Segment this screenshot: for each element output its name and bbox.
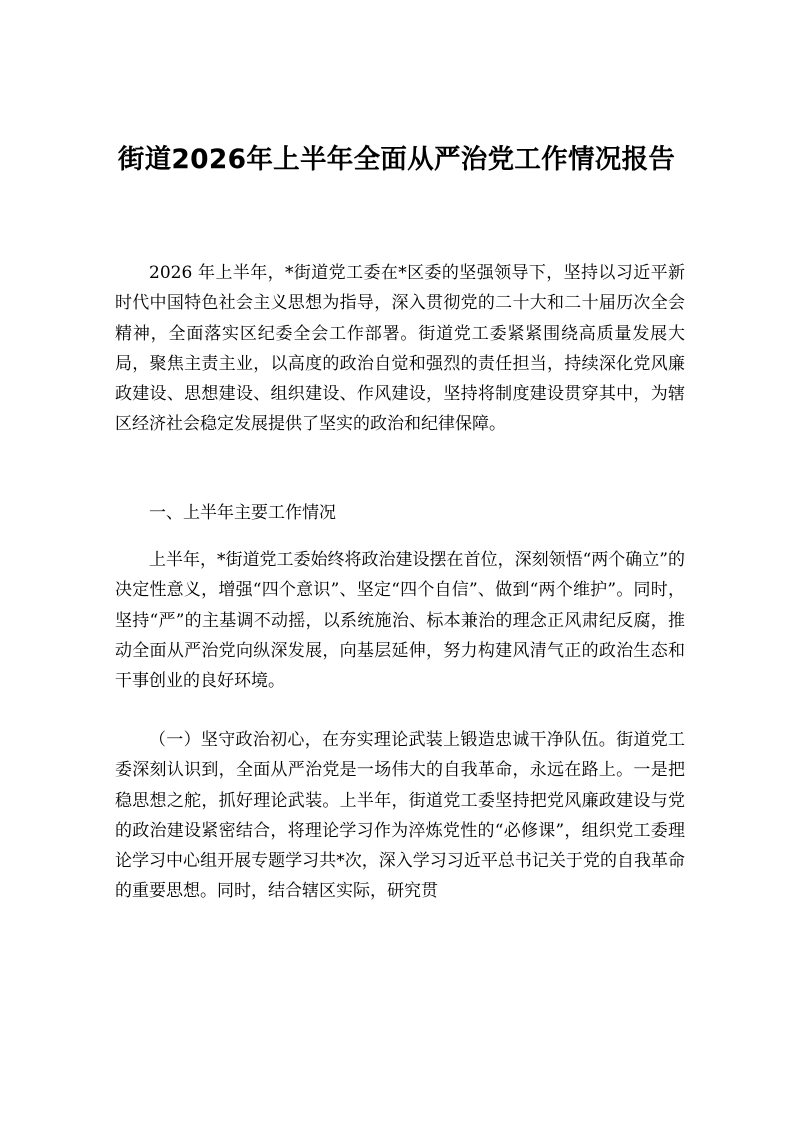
paragraph-intro: 2026 年上半年，*街道党工委在*区委的坚强领导下，坚持以习近平新时代中国特色社会主义思想为指导，深入贯彻党的二十大和二十届历次全会精神，全面落实区纪委全会工作部署。街道党工委紧紧围绕高质量发展大局，聚焦主责主业，以高度的政治自觉和强烈的责任担当，持续深化党风廉政建设、思想建设、组织建设、作风建设，坚持将制度建设贯穿其中，为辖区经济社会稳定发展提供了坚实的政治和纪律保障。 <box>115 263 685 435</box>
paragraph-overview: 上半年，*街道党工委始终将政治建设摆在首位，深刻领悟“两个确立”的决定性意义，增强“四个意识”、坚定“四个自信”、做到“两个维护”。同时，坚持“严”的主基调不动摇，以系统施治、标本兼治的理念正风肃纪反腐，推动全面从严治党向纵深发展，向基层延伸，努力构建风清气正的政治生态和干事创业的良好环境。 <box>115 550 685 692</box>
document-title: 街道2026年上半年全面从严治党工作情况报告 <box>117 144 676 175</box>
section-heading: 一、上半年主要工作情况 <box>149 503 336 523</box>
paragraph-subsection-1: （一）坚守政治初心，在夯实理论武装上锻造忠诚干净队伍。街道党工委深刻认识到，全面从严治党是一场伟大的自我革命，永远在路上。一是把稳思想之舵，抓好理论武装。上半年，街道党工委坚持把党风廉政建设与党的政治建设紧密结合，将理论学习作为淬炼党性的“必修课”，组织党工委理论学习中心组开展专题学习共*次，深入学习习近平总书记关于党的自我革命的重要思想。同时，结合辖区实际，研究贯 <box>115 730 685 902</box>
